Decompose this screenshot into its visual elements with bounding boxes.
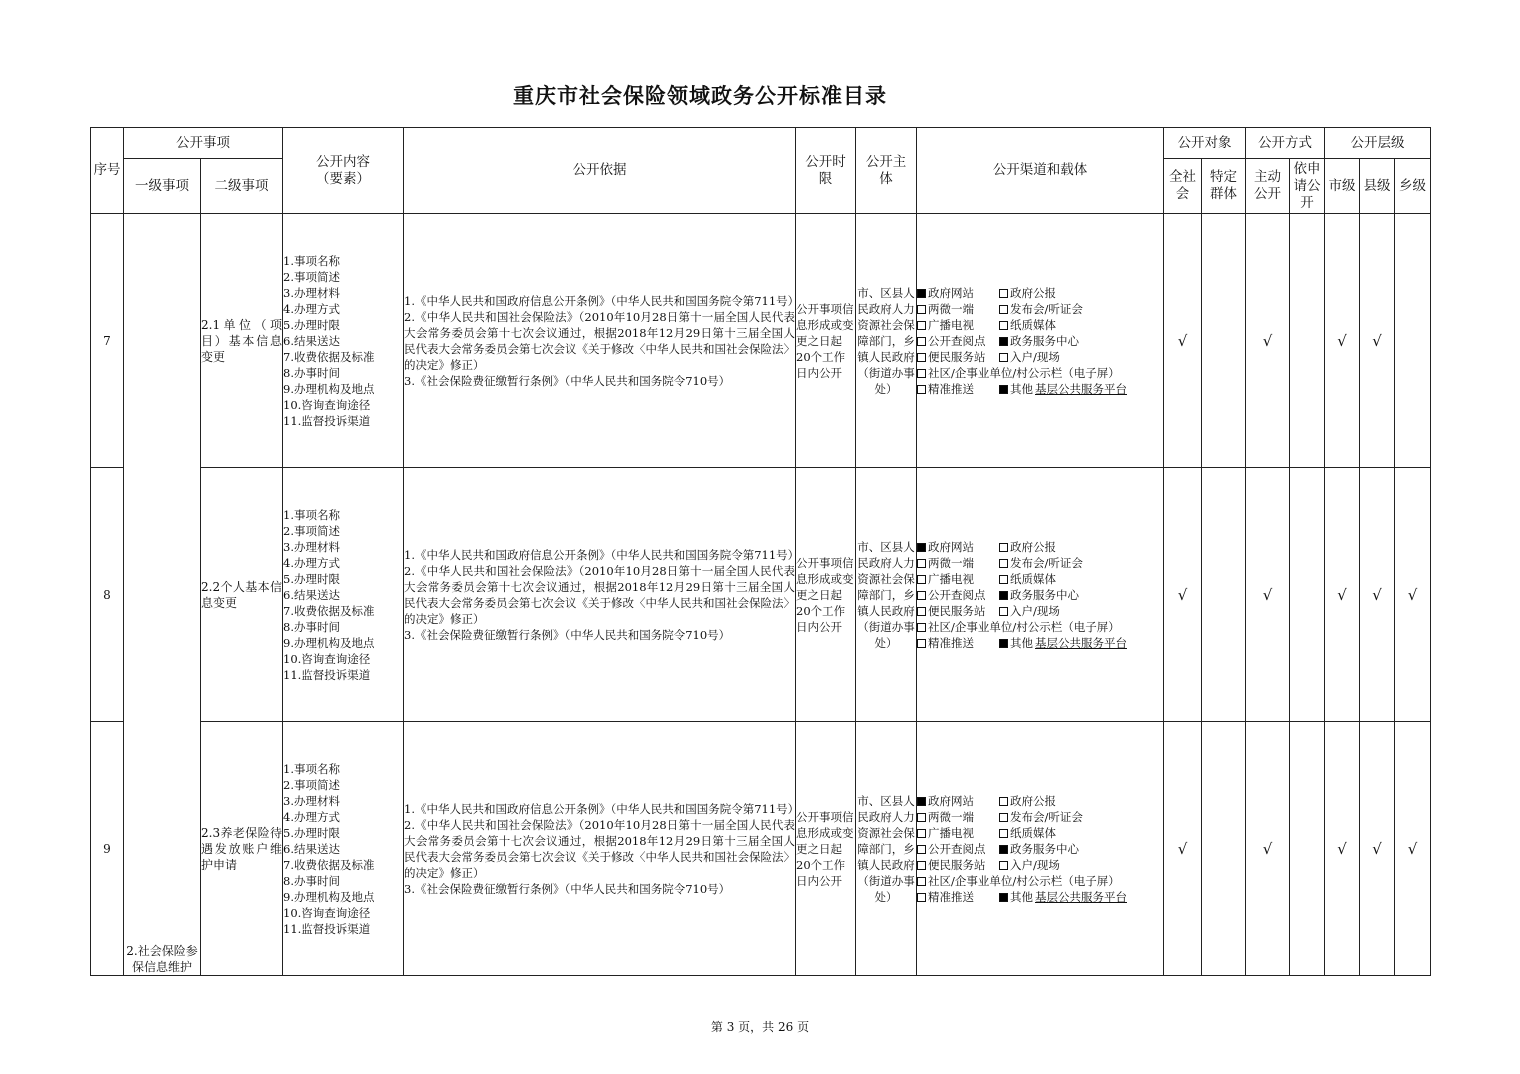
content-element: 11.监督投诉渠道 xyxy=(283,667,371,682)
check-all xyxy=(1164,722,1202,976)
channel-option xyxy=(999,381,1127,397)
channel-option xyxy=(917,635,999,651)
deadline-text: 公开事项信息形成或变更之日起20个工作日内公开 xyxy=(796,468,856,722)
channel-option xyxy=(999,809,1083,825)
channel-option xyxy=(917,333,999,349)
checked-box-icon xyxy=(917,797,926,806)
channel-label: 入户/现场 xyxy=(1010,603,1060,618)
channel-row xyxy=(917,539,1163,555)
subject-text: 市、区县人民政府人力资源社会保障部门，乡镇人民政府（街道办事处） xyxy=(856,214,917,468)
channel-label: 政务服务中心 xyxy=(1010,333,1079,348)
channel-option xyxy=(917,301,999,317)
channel-option xyxy=(999,539,1056,555)
channel-label: 社区/企事业单位/村公示栏（电子屏） xyxy=(928,873,1120,888)
channel-option xyxy=(917,555,999,571)
page-title: 重庆市社会保险领域政务公开标准目录 xyxy=(513,84,887,108)
channel-option xyxy=(999,857,1060,873)
channel-option xyxy=(999,793,1056,809)
channel-option xyxy=(917,603,999,619)
channel-label: 公开查阅点 xyxy=(928,841,986,856)
unchecked-box-icon xyxy=(917,305,926,314)
channel-option xyxy=(999,285,1056,301)
header-method-active: 主动公开 xyxy=(1246,159,1290,214)
check-town xyxy=(1395,214,1431,468)
level1-item: 2.社会保险参保信息维护 xyxy=(124,214,201,976)
unchecked-box-icon xyxy=(999,607,1008,616)
content-element: 3.办理材料 xyxy=(283,285,340,300)
channel-label: 政府公报 xyxy=(1010,539,1056,554)
checked-box-icon xyxy=(917,543,926,552)
basis-text xyxy=(404,722,800,976)
header-level2: 二级事项 xyxy=(201,159,283,214)
check-city xyxy=(1325,468,1360,722)
level2-item: 2.1单位（项目）基本信息变更 xyxy=(201,214,283,468)
check-county xyxy=(1360,214,1395,468)
channel-option xyxy=(917,889,999,905)
channel-row xyxy=(917,619,1163,635)
content-element: 2.事项简述 xyxy=(283,269,340,284)
content-element: 4.办理方式 xyxy=(283,301,340,316)
check-city xyxy=(1325,214,1360,468)
unchecked-box-icon xyxy=(999,353,1008,362)
check-all xyxy=(1164,214,1202,468)
check-mark: √ xyxy=(1337,839,1347,858)
unchecked-box-icon xyxy=(999,305,1008,314)
header-channels: 公开渠道和载体 xyxy=(917,128,1164,214)
channel-option xyxy=(999,603,1060,619)
channel-option xyxy=(999,889,1127,905)
channel-option xyxy=(917,571,999,587)
channel-row xyxy=(917,857,1163,873)
unchecked-box-icon xyxy=(917,639,926,648)
basis-item: 3.《社会保险费征缴暂行条例》（中华人民共和国务院令710号） xyxy=(404,373,731,388)
table-row xyxy=(91,722,1431,976)
channel-label: 政府网站 xyxy=(928,793,974,808)
unchecked-box-icon xyxy=(999,559,1008,568)
channel-row xyxy=(917,635,1163,651)
channel-row xyxy=(917,555,1163,571)
basis-item: 2.《中华人民共和国社会保险法》（2010年10月28日第十一届全国人民代表大会常务委员会第十七次会议通过，根据2018年12月29日第十三届全国人民代表大会常务委员会第七次会议《关于修改〈中华人民共和国社会保险法〉的决定》修正） xyxy=(404,563,795,626)
channel-option xyxy=(999,349,1060,365)
check-mark: √ xyxy=(1372,331,1382,350)
channel-label: 两微一端 xyxy=(928,301,974,316)
channel-extra: 基层公共服务平台 xyxy=(1035,889,1127,904)
channel-label: 政府网站 xyxy=(928,285,974,300)
check-mark: √ xyxy=(1177,839,1188,858)
channels-list xyxy=(917,468,1164,722)
header-content: 公开内容（要素） xyxy=(283,128,404,214)
unchecked-box-icon xyxy=(999,829,1008,838)
channel-option xyxy=(917,539,999,555)
channel-row xyxy=(917,603,1163,619)
catalog-table xyxy=(90,127,1431,976)
content-element: 6.结果送达 xyxy=(283,587,340,602)
unchecked-box-icon xyxy=(999,797,1008,806)
content-element: 2.事项简述 xyxy=(283,523,340,538)
header-level: 公开层级 xyxy=(1325,128,1431,159)
unchecked-box-icon xyxy=(917,813,926,822)
header-level-county: 县级 xyxy=(1360,159,1395,214)
header-subject: 公开主体 xyxy=(856,128,917,214)
channel-option xyxy=(999,571,1056,587)
channel-label: 其他 xyxy=(1010,381,1033,396)
unchecked-box-icon xyxy=(917,623,926,632)
channel-row xyxy=(917,841,1163,857)
content-element: 10.咨询查询途径 xyxy=(283,905,371,920)
content-element: 6.结果送达 xyxy=(283,841,340,856)
channel-label: 政府网站 xyxy=(928,539,974,554)
channel-label: 公开查阅点 xyxy=(928,333,986,348)
channel-label: 政府公报 xyxy=(1010,793,1056,808)
content-element: 7.收费依据及标准 xyxy=(283,603,375,618)
basis-item: 1.《中华人民共和国政府信息公开条例》（中华人民共和国国务院令第711号） xyxy=(404,547,800,562)
content-element: 8.办事时间 xyxy=(283,873,340,888)
channel-label: 便民服务站 xyxy=(928,857,986,872)
channel-option xyxy=(999,555,1083,571)
check-apply xyxy=(1290,468,1325,722)
deadline-text: 公开事项信息形成或变更之日起20个工作日内公开 xyxy=(796,214,856,468)
channel-label: 广播电视 xyxy=(928,317,974,332)
unchecked-box-icon xyxy=(917,385,926,394)
check-apply xyxy=(1290,214,1325,468)
channel-option xyxy=(917,793,999,809)
row-seq: 9 xyxy=(91,722,124,976)
subject-text: 市、区县人民政府人力资源社会保障部门，乡镇人民政府（街道办事处） xyxy=(856,468,917,722)
channel-extra: 基层公共服务平台 xyxy=(1035,635,1127,650)
channel-row xyxy=(917,365,1163,381)
checked-box-icon xyxy=(999,591,1008,600)
check-mark: √ xyxy=(1262,331,1273,350)
channel-label: 发布会/听证会 xyxy=(1010,809,1083,824)
check-group xyxy=(1202,214,1246,468)
channels-list xyxy=(917,722,1164,976)
channel-row xyxy=(917,349,1163,365)
header-level-city: 市级 xyxy=(1325,159,1360,214)
basis-item: 1.《中华人民共和国政府信息公开条例》（中华人民共和国国务院令第711号） xyxy=(404,801,800,816)
checked-box-icon xyxy=(999,639,1008,648)
content-element: 10.咨询查询途径 xyxy=(283,397,371,412)
unchecked-box-icon xyxy=(917,861,926,870)
channel-option xyxy=(917,587,999,603)
content-elements xyxy=(283,468,404,722)
content-element: 8.办事时间 xyxy=(283,365,340,380)
checked-box-icon xyxy=(917,289,926,298)
header-method: 公开方式 xyxy=(1246,128,1325,159)
content-element: 7.收费依据及标准 xyxy=(283,349,375,364)
unchecked-box-icon xyxy=(917,845,926,854)
checked-box-icon xyxy=(999,385,1008,394)
content-element: 7.收费依据及标准 xyxy=(283,857,375,872)
table-body xyxy=(91,214,1431,976)
content-element: 8.办事时间 xyxy=(283,619,340,634)
check-mark: √ xyxy=(1262,585,1273,604)
channel-row xyxy=(917,825,1163,841)
unchecked-box-icon xyxy=(999,813,1008,822)
channel-label: 入户/现场 xyxy=(1010,857,1060,872)
channel-label: 广播电视 xyxy=(928,825,974,840)
row-seq: 8 xyxy=(91,468,124,722)
content-element: 6.结果送达 xyxy=(283,333,340,348)
unchecked-box-icon xyxy=(999,543,1008,552)
unchecked-box-icon xyxy=(917,893,926,902)
channel-option xyxy=(999,825,1056,841)
level2-item: 2.2个人基本信息变更 xyxy=(201,468,283,722)
basis-text xyxy=(404,214,800,468)
header-basis: 公开依据 xyxy=(404,128,796,214)
content-element: 1.事项名称 xyxy=(283,507,340,522)
unchecked-box-icon xyxy=(917,607,926,616)
unchecked-box-icon xyxy=(917,591,926,600)
check-town xyxy=(1395,722,1431,976)
check-mark: √ xyxy=(1372,585,1382,604)
unchecked-box-icon xyxy=(917,321,926,330)
header-level-town: 乡级 xyxy=(1395,159,1431,214)
basis-item: 3.《社会保险费征缴暂行条例》（中华人民共和国务院令710号） xyxy=(404,881,731,896)
check-mark: √ xyxy=(1337,585,1347,604)
check-mark: √ xyxy=(1372,839,1382,858)
channel-label: 公开查阅点 xyxy=(928,587,986,602)
content-element: 11.监督投诉渠道 xyxy=(283,921,371,936)
channel-row xyxy=(917,333,1163,349)
basis-item: 2.《中华人民共和国社会保险法》（2010年10月28日第十一届全国人民代表大会常务委员会第十七次会议通过，根据2018年12月29日第十三届全国人民代表大会常务委员会第七次会议《关于修改〈中华人民共和国社会保险法〉的决定》修正） xyxy=(404,817,795,880)
header-target-group: 特定群体 xyxy=(1202,159,1246,214)
channel-option xyxy=(999,841,1079,857)
channel-label: 两微一端 xyxy=(928,555,974,570)
channel-option xyxy=(917,873,1120,889)
check-active xyxy=(1246,214,1290,468)
row-seq: 7 xyxy=(91,214,124,468)
content-element: 1.事项名称 xyxy=(283,253,340,268)
check-group xyxy=(1202,468,1246,722)
content-element: 5.办理时限 xyxy=(283,571,340,586)
check-mark: √ xyxy=(1337,331,1347,350)
content-element: 9.办理机构及地点 xyxy=(283,889,375,904)
channel-row xyxy=(917,571,1163,587)
unchecked-box-icon xyxy=(917,369,926,378)
channel-label: 纸质媒体 xyxy=(1010,317,1056,332)
check-mark: √ xyxy=(1407,585,1418,604)
channel-label: 政务服务中心 xyxy=(1010,841,1079,856)
channel-option xyxy=(917,285,999,301)
content-element: 4.办理方式 xyxy=(283,555,340,570)
check-active xyxy=(1246,722,1290,976)
header-method-apply: 依申请公开 xyxy=(1290,159,1325,214)
channel-option xyxy=(999,333,1079,349)
unchecked-box-icon xyxy=(999,289,1008,298)
unchecked-box-icon xyxy=(999,861,1008,870)
basis-text xyxy=(404,468,800,722)
unchecked-box-icon xyxy=(917,575,926,584)
channel-option xyxy=(917,381,999,397)
checked-box-icon xyxy=(999,845,1008,854)
channel-label: 精准推送 xyxy=(928,889,974,904)
basis-item: 1.《中华人民共和国政府信息公开条例》（中华人民共和国国务院令第711号） xyxy=(404,293,800,308)
unchecked-box-icon xyxy=(999,321,1008,330)
unchecked-box-icon xyxy=(917,353,926,362)
content-element: 3.办理材料 xyxy=(283,539,340,554)
channel-label: 便民服务站 xyxy=(928,349,986,364)
content-element: 2.事项简述 xyxy=(283,777,340,792)
channel-option xyxy=(917,841,999,857)
header-target: 公开对象 xyxy=(1164,128,1246,159)
header-deadline: 公开时限 xyxy=(796,128,856,214)
table-row xyxy=(91,214,1431,468)
channel-label: 入户/现场 xyxy=(1010,349,1060,364)
channel-label: 两微一端 xyxy=(928,809,974,824)
channel-row xyxy=(917,889,1163,905)
checked-box-icon xyxy=(999,893,1008,902)
check-group xyxy=(1202,722,1246,976)
deadline-text: 公开事项信息形成或变更之日起20个工作日内公开 xyxy=(796,722,856,976)
header-seq: 序号 xyxy=(91,128,124,214)
check-mark: √ xyxy=(1177,331,1188,350)
channel-label: 发布会/听证会 xyxy=(1010,555,1083,570)
unchecked-box-icon xyxy=(917,877,926,886)
check-county xyxy=(1360,468,1395,722)
channel-option xyxy=(917,857,999,873)
channel-row xyxy=(917,301,1163,317)
channel-label: 政府公报 xyxy=(1010,285,1056,300)
content-element: 3.办理材料 xyxy=(283,793,340,808)
check-active xyxy=(1246,468,1290,722)
channel-option xyxy=(999,587,1079,603)
content-element: 11.监督投诉渠道 xyxy=(283,413,371,428)
unchecked-box-icon xyxy=(999,575,1008,584)
unchecked-box-icon xyxy=(917,559,926,568)
channel-option xyxy=(999,301,1083,317)
check-mark: √ xyxy=(1262,839,1273,858)
channel-option xyxy=(917,809,999,825)
checked-box-icon xyxy=(999,337,1008,346)
check-town xyxy=(1395,468,1431,722)
channels-list xyxy=(917,214,1164,468)
check-mark: √ xyxy=(1407,839,1418,858)
channel-row xyxy=(917,793,1163,809)
header-level1: 一级事项 xyxy=(124,159,201,214)
channel-row xyxy=(917,381,1163,397)
channel-option xyxy=(917,825,999,841)
channel-option xyxy=(917,317,999,333)
check-county xyxy=(1360,722,1395,976)
content-element: 9.办理机构及地点 xyxy=(283,635,375,650)
channel-row xyxy=(917,587,1163,603)
subject-text: 市、区县人民政府人力资源社会保障部门，乡镇人民政府（街道办事处） xyxy=(856,722,917,976)
channel-option xyxy=(917,365,1120,381)
channel-extra: 基层公共服务平台 xyxy=(1035,381,1127,396)
channel-row xyxy=(917,285,1163,301)
content-element: 10.咨询查询途径 xyxy=(283,651,371,666)
unchecked-box-icon xyxy=(917,829,926,838)
channel-label: 便民服务站 xyxy=(928,603,986,618)
content-element: 4.办理方式 xyxy=(283,809,340,824)
channel-label: 社区/企事业单位/村公示栏（电子屏） xyxy=(928,365,1120,380)
content-elements xyxy=(283,214,404,468)
check-apply xyxy=(1290,722,1325,976)
channel-label: 其他 xyxy=(1010,635,1033,650)
channel-label: 纸质媒体 xyxy=(1010,571,1056,586)
channel-label: 纸质媒体 xyxy=(1010,825,1056,840)
header-target-all: 全社会 xyxy=(1164,159,1202,214)
channel-label: 精准推送 xyxy=(928,381,974,396)
check-mark: √ xyxy=(1177,585,1188,604)
channel-label: 政务服务中心 xyxy=(1010,587,1079,602)
channel-label: 发布会/听证会 xyxy=(1010,301,1083,316)
content-element: 9.办理机构及地点 xyxy=(283,381,375,396)
channel-row xyxy=(917,809,1163,825)
channel-row xyxy=(917,873,1163,889)
channel-label: 精准推送 xyxy=(928,635,974,650)
level2-item: 2.3养老保险待遇发放账户维护申请 xyxy=(201,722,283,976)
channel-option xyxy=(917,619,1120,635)
content-element: 5.办理时限 xyxy=(283,825,340,840)
unchecked-box-icon xyxy=(917,337,926,346)
channel-option xyxy=(999,635,1127,651)
channel-option xyxy=(999,317,1056,333)
check-all xyxy=(1164,468,1202,722)
content-element: 5.办理时限 xyxy=(283,317,340,332)
basis-item: 2.《中华人民共和国社会保险法》（2010年10月28日第十一届全国人民代表大会常务委员会第十七次会议通过，根据2018年12月29日第十三届全国人民代表大会常务委员会第七次会议《关于修改〈中华人民共和国社会保险法〉的决定》修正） xyxy=(404,309,795,372)
check-city xyxy=(1325,722,1360,976)
header-matters: 公开事项 xyxy=(124,128,283,159)
channel-option xyxy=(917,349,999,365)
channel-label: 广播电视 xyxy=(928,571,974,586)
table-row xyxy=(91,468,1431,722)
content-element: 1.事项名称 xyxy=(283,761,340,776)
channel-row xyxy=(917,317,1163,333)
channel-label: 社区/企事业单位/村公示栏（电子屏） xyxy=(928,619,1120,634)
basis-item: 3.《社会保险费征缴暂行条例》（中华人民共和国务院令710号） xyxy=(404,627,731,642)
page-footer: 第 3 页，共 26 页 xyxy=(710,1020,810,1034)
content-elements xyxy=(283,722,404,976)
channel-label: 其他 xyxy=(1010,889,1033,904)
